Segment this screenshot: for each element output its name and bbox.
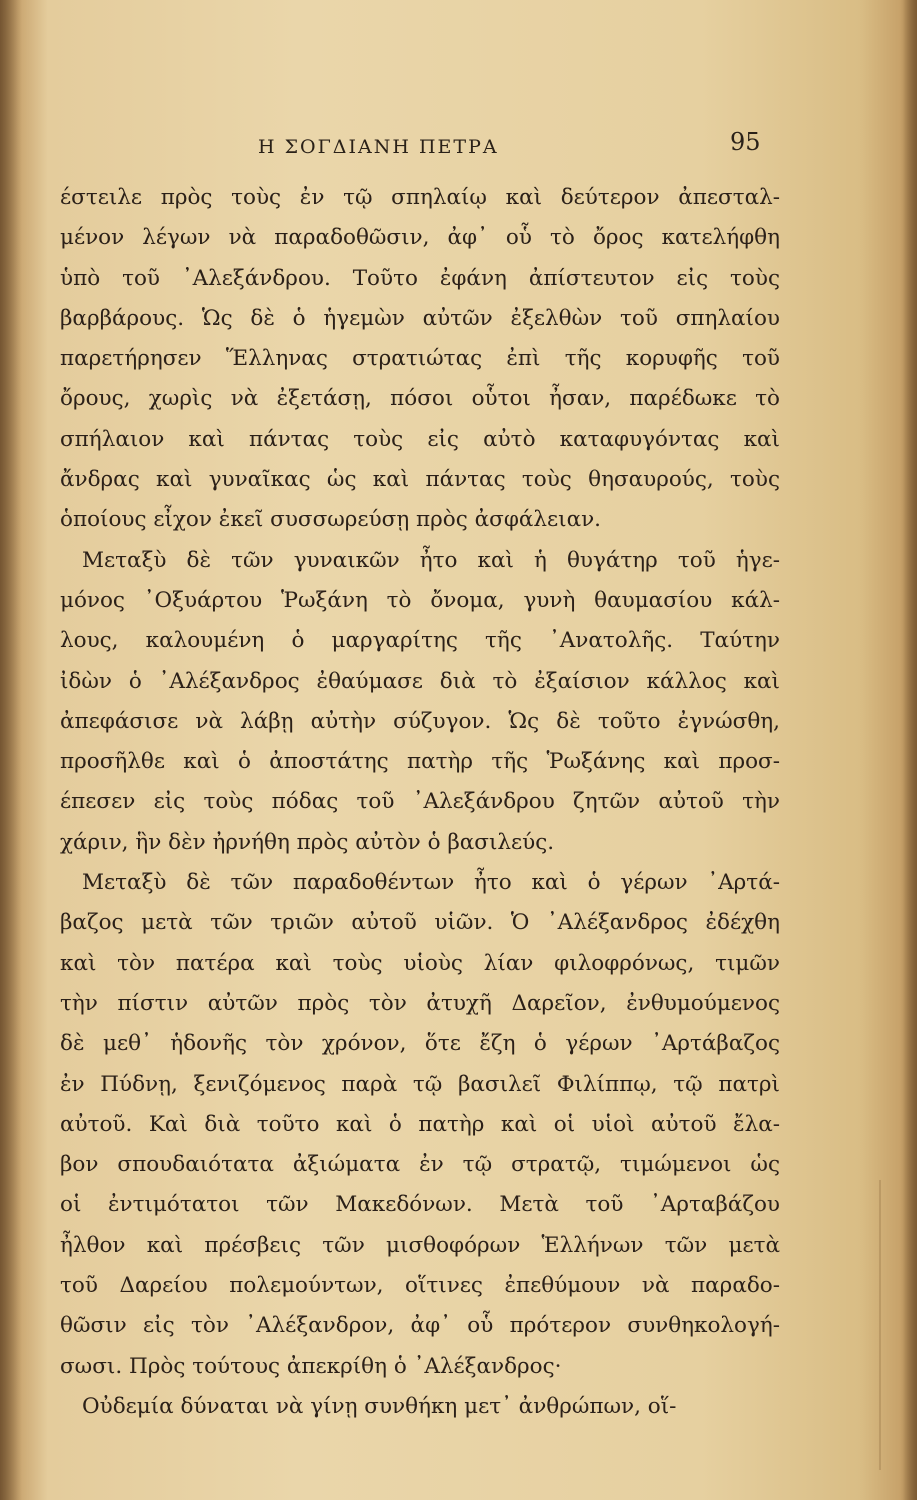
text-line: μόνος ᾿Οξυάρτου Ῥωξάνη τὸ ὄνομα, γυνὴ θαυμασίου κάλ- — [60, 587, 780, 613]
text-line: παρετήρησεν Ἕλληνας στρατιώτας ἐπὶ τῆς κορυφῆς τοῦ — [60, 346, 780, 372]
text-line: βαρβάρους. Ὡς δὲ ὁ ἡγεμὼν αὐτῶν ἐξελθὼν τοῦ σπηλαίου — [60, 305, 780, 331]
text-line: μένον λέγων νὰ παραδοθῶσιν, ἀφ᾽ οὗ τὸ ὄρος κατελήφθη — [60, 225, 780, 251]
binding-shadow — [0, 0, 22, 1500]
text-line: τὴν πίστιν αὐτῶν πρὸς τὸν ἀτυχῆ Δαρεῖον, ἐνθυμούμενος — [60, 990, 780, 1016]
page-edge — [903, 0, 917, 1500]
text-line: ἐν Πύδνῃ, ξενιζόμενος παρὰ τῷ βασιλεῖ Φιλίππῳ, τῷ πατρὶ — [60, 1071, 780, 1097]
body-text — [60, 178, 780, 1427]
text-line: ἄνδρας καὶ γυναῖκας ὡς καὶ πάντας τοὺς θησαυρούς, τοὺς — [60, 467, 780, 493]
page-header — [0, 128, 917, 168]
text-line: Οὐδεμία δύναται νὰ γίνῃ συνθήκη μετ᾽ ἀνθρώπων, οἵ- — [82, 1393, 677, 1419]
text-line: έπεσεν εἰς τοὺς πόδας τοῦ ᾿Αλεξάνδρου ζητῶν αὐτοῦ τὴν — [60, 789, 780, 815]
text-line: λους, καλουμένη ὁ μαργαρίτης τῆς ᾿Ανατολῆς. Ταύτην — [60, 628, 780, 654]
text-line: καὶ τὸν πατέρα καὶ τοὺς υἱοὺς λίαν φιλοφρόνως, τιμῶν — [60, 950, 780, 976]
text-line: σπήλαιον καὶ πάντας τοὺς εἰς αὐτὸ καταφυγόντας καὶ — [60, 426, 780, 452]
paper-crease — [879, 1180, 881, 1470]
text-line: χάριν, ἣν δὲν ἠρνήθη πρὸς αὐτὸν ὁ βασιλεύς. — [60, 829, 555, 855]
text-line: τοῦ Δαρείου πολεμούντων, οἵτινες ἐπεθύμουν νὰ παραδο- — [60, 1273, 780, 1299]
text-line: έστειλε πρὸς τοὺς ἐν τῷ σπηλαίῳ καὶ δεύτερον ἀπεσταλ- — [60, 185, 780, 210]
text-line: ἰδὼν ὁ ᾿Αλέξανδρος ἐθαύμασε διὰ τὸ ἐξαίσιον κάλλος καὶ — [60, 668, 780, 694]
text-line: ἀπεφάσισε νὰ λάβῃ αὐτὴν σύζυγον. Ὡς δὲ τοῦτο ἐγνώσθη, — [60, 708, 780, 734]
text-line: οἱ ἐντιμότατοι τῶν Μακεδόνων. Μετὰ τοῦ ᾿Αρταβάζου — [60, 1192, 780, 1218]
text-line: Μεταξὺ δὲ τῶν γυναικῶν ἦτο καὶ ἡ θυγάτηρ τοῦ ἡγε- — [82, 547, 780, 573]
text-line: θῶσιν εἰς τὸν ᾿Αλέξανδρον, ἀφ᾽ οὗ πρότερον συνθηκολογή- — [60, 1313, 780, 1339]
text-line: αὐτοῦ. Καὶ διὰ τοῦτο καὶ ὁ πατὴρ καὶ οἱ υἱοὶ αὐτοῦ ἔλα- — [60, 1111, 780, 1137]
text-line: σωσι. Πρὸς τούτους ἀπεκρίθη ὁ ᾿Αλέξανδρος· — [60, 1353, 562, 1379]
text-line: ἦλθον καὶ πρέσβεις τῶν μισθοφόρων Ἑλλήνων τῶν μετὰ — [60, 1232, 780, 1258]
text-line: προσῆλθε καὶ ὁ ἀποστάτης πατὴρ τῆς Ῥωξάνης καὶ προσ- — [60, 749, 780, 775]
text-line: βον σπουδαιότατα ἀξιώματα ἐν τῷ στρατῷ, τιμώμενοι ὡς — [60, 1152, 780, 1178]
text-line: ὑπὸ τοῦ ᾿Αλεξάνδρου. Τοῦτο ἐφάνη ἀπίστευτον εἰς τοὺς — [60, 265, 780, 291]
text-line: βαζος μετὰ τῶν τριῶν αὐτοῦ υἱῶν. Ὁ ᾿Αλέξανδρος ἐδέχθη — [60, 910, 780, 936]
running-title: Η ΣΟΓΔΙΑΝΗ ΠΕΤΡΑ — [258, 136, 499, 158]
text-line: Μεταξὺ δὲ τῶν παραδοθέντων ἦτο καὶ ὁ γέρων ᾿Αρτά- — [82, 870, 780, 896]
text-line: ὄρους, χωρὶς νὰ ἐξετάσῃ, πόσοι οὗτοι ἦσαν, παρέδωκε τὸ — [60, 386, 780, 412]
text-line: δὲ μεθ᾽ ἡδονῆς τὸν χρόνον, ὅτε ἔζη ὁ γέρων ᾿Αρτάβαζος — [60, 1031, 780, 1057]
text-line: ὁποίους εἶχον ἐκεῖ συσσωρεύσῃ πρὸς ἀσφάλειαν. — [60, 507, 602, 533]
page-number: 95 — [730, 128, 761, 156]
